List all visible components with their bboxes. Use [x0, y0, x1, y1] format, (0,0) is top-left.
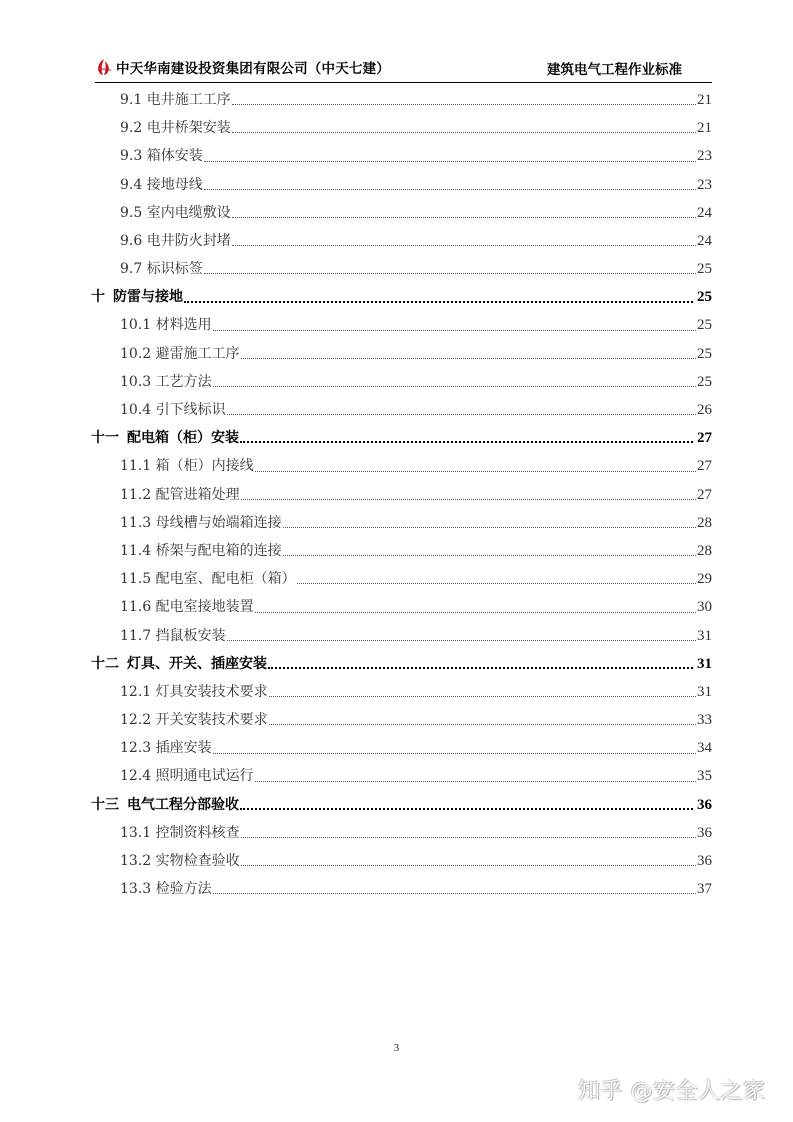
toc-dot-leader — [212, 875, 697, 903]
toc-entry-title — [120, 171, 203, 199]
toc-chapter-entry[interactable] — [91, 650, 712, 678]
toc-section-entry[interactable] — [91, 481, 712, 509]
toc-dot-leader — [282, 509, 697, 537]
toc-entry-number: 11.3 — [120, 514, 152, 531]
toc-page-number: 27 — [697, 458, 712, 475]
toc-entry-title — [120, 396, 226, 424]
toc-entry-title — [120, 368, 212, 396]
toc-entry-number: 9.4 — [120, 176, 143, 193]
toc-page-number: 30 — [697, 599, 712, 616]
toc-entry-title — [120, 622, 226, 650]
header-company-block — [95, 57, 390, 77]
toc-entry-title — [120, 114, 231, 142]
toc-dot-leader — [231, 86, 697, 114]
toc-entry-number: 9.1 — [120, 91, 143, 108]
toc-page-number: 36 — [697, 796, 712, 813]
toc-entry-title — [120, 142, 203, 170]
toc-dot-leader — [203, 171, 697, 199]
toc-entry-text: 插座安装 — [155, 740, 212, 757]
toc-entry-text: 实物检查验收 — [155, 853, 240, 870]
toc-page-number: 23 — [697, 148, 712, 165]
toc-page-number: 23 — [697, 176, 712, 193]
toc-section-entry[interactable] — [91, 706, 712, 734]
toc-dot-leader — [254, 763, 697, 791]
toc-entry-number: 12.4 — [120, 768, 152, 785]
toc-section-entry[interactable] — [91, 452, 712, 480]
toc-dot-leader — [203, 142, 697, 170]
header-company-name: 中天华南建设投资集团有限公司（中天七建） — [116, 61, 390, 77]
toc-entry-text: 箱（柜）内接线 — [155, 458, 254, 475]
toc-entry-text: 室内电缆敷设 — [146, 204, 231, 221]
toc-page-number: 36 — [697, 824, 712, 841]
toc-entry-title — [120, 678, 268, 706]
toc-entry-text: 防雷与接地 — [113, 289, 183, 306]
toc-page-number: 21 — [697, 120, 712, 137]
toc-entry-title — [120, 311, 212, 339]
toc-chapter-entry[interactable] — [91, 791, 712, 819]
toc-entry-number: 11.1 — [120, 458, 152, 475]
toc-page-number: 28 — [697, 542, 712, 559]
toc-entry-number: 11.6 — [120, 599, 152, 616]
toc-page-number: 24 — [697, 204, 712, 221]
toc-section-entry[interactable] — [91, 255, 712, 283]
toc-entry-number: 10.2 — [120, 345, 152, 362]
toc-entry-number: 12.2 — [120, 712, 152, 729]
toc-dot-leader — [240, 340, 697, 368]
toc-entry-text: 避雷施工工序 — [155, 345, 240, 362]
toc-section-entry[interactable] — [91, 142, 712, 170]
toc-page-number: 27 — [697, 430, 712, 447]
toc-entry-title — [120, 537, 282, 565]
toc-entry-title — [120, 199, 231, 227]
toc-entry-number: 12.1 — [120, 683, 152, 700]
toc-entry-text: 开关安装技术要求 — [155, 712, 268, 729]
header-doc-title: 建筑电气工程作业标准 — [547, 62, 682, 78]
toc-section-entry[interactable] — [91, 114, 712, 142]
toc-dot-leader — [240, 847, 697, 875]
toc-entry-text: 标识标签 — [146, 261, 203, 278]
toc-page-number: 25 — [697, 345, 712, 362]
toc-entry-text: 母线槽与始端箱连接 — [155, 514, 282, 531]
company-logo-icon — [95, 58, 113, 76]
toc-page-number: 28 — [697, 514, 712, 531]
toc-entry-title — [120, 86, 231, 114]
toc-entry-text: 桥架与配电箱的连接 — [155, 542, 282, 559]
toc-section-entry[interactable] — [91, 819, 712, 847]
toc-entry-text: 引下线标识 — [155, 402, 226, 419]
toc-section-entry[interactable] — [91, 565, 712, 593]
toc-dot-leader — [296, 565, 697, 593]
toc-section-entry[interactable] — [91, 396, 712, 424]
toc-entry-number: 11.2 — [120, 486, 152, 503]
toc-entry-number: 十 — [91, 289, 105, 306]
toc-section-entry[interactable] — [91, 847, 712, 875]
toc-entry-title — [120, 706, 268, 734]
toc-page-number: 25 — [697, 261, 712, 278]
toc-dot-leader — [268, 706, 697, 734]
toc-page-number: 21 — [697, 91, 712, 108]
toc-entry-text: 灯具安装技术要求 — [155, 683, 268, 700]
toc-page-number: 27 — [697, 486, 712, 503]
toc-section-entry[interactable] — [91, 875, 712, 903]
toc-entry-title — [91, 424, 239, 452]
toc-entry-text: 工艺方法 — [155, 373, 212, 390]
toc-entry-title — [91, 650, 267, 678]
toc-entry-text: 挡鼠板安装 — [155, 627, 226, 644]
toc-entry-number: 9.2 — [120, 120, 143, 137]
toc-entry-title — [91, 791, 239, 819]
toc-section-entry[interactable] — [91, 340, 712, 368]
toc-entry-number: 12.3 — [120, 740, 152, 757]
toc-entry-number: 9.5 — [120, 204, 143, 221]
toc-dot-leader — [254, 452, 697, 480]
toc-entry-text: 配电室接地装置 — [155, 599, 254, 616]
toc-entry-number: 9.3 — [120, 148, 143, 165]
toc-section-entry[interactable] — [91, 227, 712, 255]
toc-section-entry[interactable] — [91, 763, 712, 791]
toc-entry-text: 配电箱（柜）安装 — [127, 430, 239, 447]
toc-page-number: 33 — [697, 712, 712, 729]
toc-entry-title — [120, 762, 254, 790]
toc-entry-text: 箱体安装 — [146, 148, 203, 165]
toc-entry-text: 检验方法 — [155, 881, 212, 898]
toc-entry-text: 控制资料核查 — [155, 824, 240, 841]
toc-dot-leader — [239, 791, 697, 819]
toc-entry-title — [120, 255, 203, 283]
toc-entry-title — [120, 847, 240, 875]
toc-entry-title — [91, 283, 183, 311]
toc-page-number: 36 — [697, 853, 712, 870]
toc-dot-leader — [212, 734, 697, 762]
toc-page-number: 37 — [697, 881, 712, 898]
toc-dot-leader — [203, 255, 697, 283]
toc-entry-title — [120, 819, 240, 847]
toc-dot-leader — [254, 593, 697, 621]
toc-dot-leader — [212, 368, 697, 396]
toc-dot-leader — [240, 481, 697, 509]
toc-chapter-entry[interactable] — [91, 424, 712, 452]
toc-page-number: 31 — [697, 627, 712, 644]
toc-dot-leader — [282, 537, 697, 565]
toc-entry-number: 11.7 — [120, 627, 152, 644]
toc-dot-leader — [231, 227, 697, 255]
toc-entry-number: 十二 — [91, 655, 119, 672]
toc-page-number: 24 — [697, 232, 712, 249]
toc-entry-text: 电井施工工序 — [146, 91, 231, 108]
toc-chapter-entry[interactable] — [91, 283, 712, 311]
toc-section-entry[interactable] — [91, 593, 712, 621]
toc-page-number: 25 — [697, 317, 712, 334]
toc-entry-number: 11.4 — [120, 542, 152, 559]
toc-dot-leader — [268, 678, 697, 706]
toc-section-entry[interactable] — [91, 734, 712, 762]
toc-page-number: 26 — [697, 402, 712, 419]
toc-entry-number: 10.3 — [120, 373, 152, 390]
toc-entry-text: 电井防火封堵 — [146, 232, 231, 249]
toc-entry-number: 13.2 — [120, 853, 152, 870]
toc-section-entry[interactable] — [91, 368, 712, 396]
page-header — [95, 54, 712, 83]
toc-entry-number: 9.7 — [120, 261, 143, 278]
toc-section-entry[interactable] — [91, 622, 712, 650]
toc-entry-title — [120, 481, 240, 509]
toc-entry-text: 配管进箱处理 — [155, 486, 240, 503]
toc-entry-number: 13.3 — [120, 881, 152, 898]
toc-dot-leader — [226, 622, 697, 650]
toc-dot-leader — [239, 424, 697, 452]
toc-page-number: 31 — [697, 683, 712, 700]
toc-entry-text: 配电室、配电柜（箱） — [155, 571, 296, 588]
toc-entry-text: 照明通电试运行 — [155, 768, 254, 785]
toc-entry-title — [120, 452, 254, 480]
toc-page-number: 25 — [697, 373, 712, 390]
toc-section-entry[interactable] — [91, 171, 712, 199]
toc-entry-text: 灯具、开关、插座安装 — [127, 655, 267, 672]
toc-entry-text: 接地母线 — [146, 176, 203, 193]
toc-section-entry[interactable] — [91, 86, 712, 114]
toc-section-entry[interactable] — [91, 537, 712, 565]
toc-entry-number: 十一 — [91, 430, 119, 447]
toc-section-entry[interactable] — [91, 509, 712, 537]
page-number: 3 — [393, 1042, 400, 1054]
toc-entry-title — [120, 734, 212, 762]
toc-dot-leader — [212, 312, 697, 340]
toc-entry-title — [120, 875, 212, 903]
toc-dot-leader — [226, 396, 697, 424]
toc-dot-leader — [231, 114, 697, 142]
toc-entry-title — [120, 593, 254, 621]
toc-entry-number: 10.1 — [120, 317, 152, 334]
toc-entry-number: 9.6 — [120, 232, 143, 249]
toc-section-entry[interactable] — [91, 678, 712, 706]
toc-dot-leader — [183, 283, 697, 311]
toc-entry-text: 材料选用 — [155, 317, 212, 334]
watermark: 知乎 @安全人之家 — [578, 1079, 766, 1104]
toc-section-entry[interactable] — [91, 312, 712, 340]
toc-entry-number: 十三 — [91, 796, 119, 813]
toc-dot-leader — [267, 650, 697, 678]
toc-entry-title — [120, 227, 231, 255]
table-of-contents — [91, 86, 712, 903]
toc-dot-leader — [240, 819, 697, 847]
toc-section-entry[interactable] — [91, 199, 712, 227]
toc-entry-title — [120, 565, 296, 593]
toc-page-number: 25 — [697, 289, 712, 306]
toc-entry-number: 13.1 — [120, 824, 152, 841]
toc-entry-title — [120, 509, 282, 537]
toc-page-number: 35 — [697, 768, 712, 785]
toc-page-number: 29 — [697, 571, 712, 588]
toc-page-number: 34 — [697, 740, 712, 757]
toc-entry-text: 电井桥架安装 — [146, 120, 231, 137]
toc-page-number: 31 — [697, 655, 712, 672]
toc-dot-leader — [231, 199, 697, 227]
toc-entry-number: 11.5 — [120, 571, 152, 588]
toc-entry-number: 10.4 — [120, 402, 152, 419]
toc-entry-text: 电气工程分部验收 — [127, 796, 239, 813]
toc-entry-title — [120, 340, 240, 368]
